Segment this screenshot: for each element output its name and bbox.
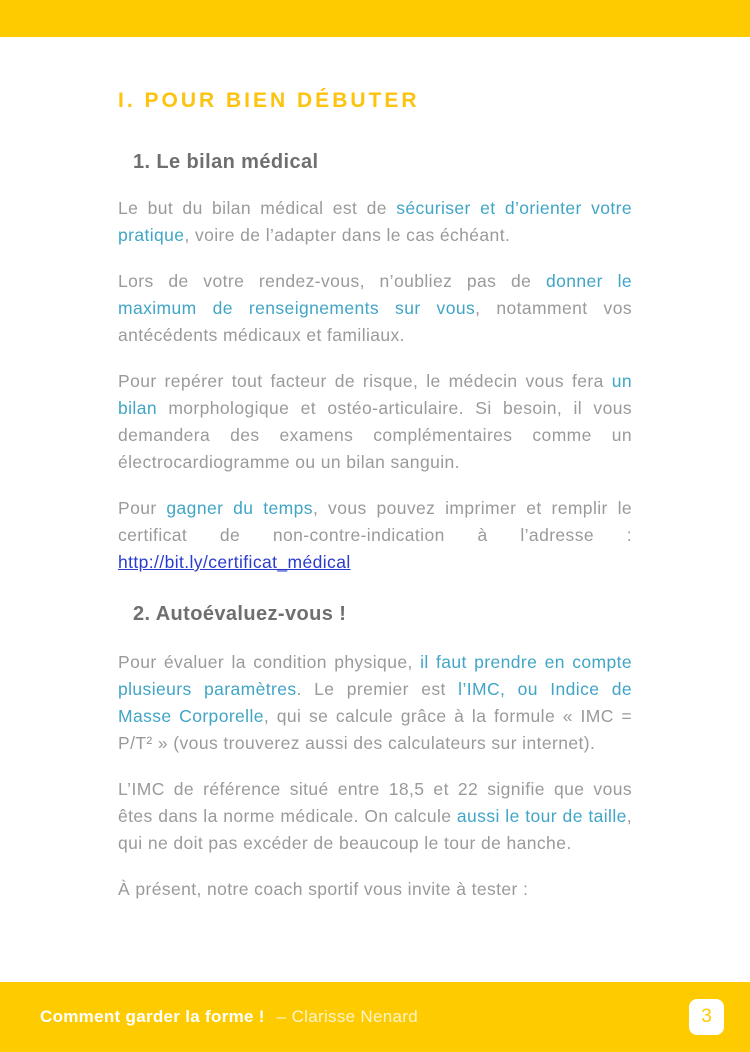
paragraph — [118, 495, 632, 576]
body-text: Le but du bilan médical est de — [118, 198, 397, 218]
highlighted-text: sécuriser et d’orienter votre pratique — [118, 198, 632, 245]
highlighted-text: aussi le tour de taille — [456, 806, 627, 826]
page-number: 3 — [701, 1006, 712, 1027]
page-content — [118, 88, 632, 922]
body-text: Pour — [118, 498, 167, 518]
highlighted-text: il faut prendre en compte plusieurs paramètres — [118, 652, 632, 699]
body-text: , vous pouvez imprimer et remplir le certificat de non-contre-indication à l’adresse : — [118, 498, 633, 545]
body-text: Lors de votre rendez-vous, n’oubliez pas de — [118, 271, 546, 291]
hyperlink[interactable]: http://bit.ly/certificat_médical — [118, 552, 351, 572]
body-text: , voire de l’adapter dans le cas échéant. — [184, 225, 511, 245]
paragraph — [118, 268, 632, 349]
highlighted-text: donner le maximum de renseignements sur vous — [118, 271, 633, 318]
body-text: Pour repérer tout facteur de risque, le médecin vous fera — [118, 371, 612, 391]
paragraph — [118, 876, 632, 903]
highlighted-text: un bilan — [118, 371, 632, 418]
body-text: À présent, notre coach sportif vous invite à tester : — [118, 879, 529, 899]
top-accent-bar — [0, 0, 750, 37]
highlighted-text: gagner du temps — [166, 498, 313, 518]
page-number-badge — [689, 999, 724, 1035]
body-text: . Le premier est — [296, 679, 459, 699]
section-title-1: 1. Le bilan médical — [133, 151, 319, 173]
body-text: , qui se calcule grâce à la formule « IMC = P/T² » (vous trouverez aussi des calculateurs sur internet). — [118, 706, 632, 753]
paragraph — [118, 195, 632, 249]
body-text: Pour évaluer la condition physique, — [118, 652, 421, 672]
body-text: morphologique et ostéo-articulaire. Si besoin, il vous demandera des examens complémentaires comme un électrocardiogramme ou un bilan sanguin. — [118, 398, 632, 472]
footer-book-info — [0, 1007, 689, 1027]
footer-bar — [0, 982, 750, 1052]
section-title-2: 2. Autoévaluez-vous ! — [133, 603, 347, 625]
body-text: , notamment vos antécédents médicaux et familiaux. — [118, 298, 632, 345]
chapter-title: I. POUR BIEN DÉBUTER — [118, 89, 420, 112]
body-text: , qui ne doit pas excéder de beaucoup le tour de hanche. — [118, 806, 633, 853]
paragraph — [118, 368, 632, 476]
book-author: – Clarisse Nenard — [276, 1007, 418, 1026]
body-text: L’IMC de référence situé entre 18,5 et 22 signifie que vous êtes dans la norme médicale. On calcule — [118, 779, 632, 826]
paragraph — [118, 776, 632, 857]
book-title: Comment garder la forme ! — [40, 1007, 265, 1026]
highlighted-text: l’IMC, ou Indice de Masse Corporelle — [118, 679, 633, 726]
paragraph — [118, 649, 632, 757]
